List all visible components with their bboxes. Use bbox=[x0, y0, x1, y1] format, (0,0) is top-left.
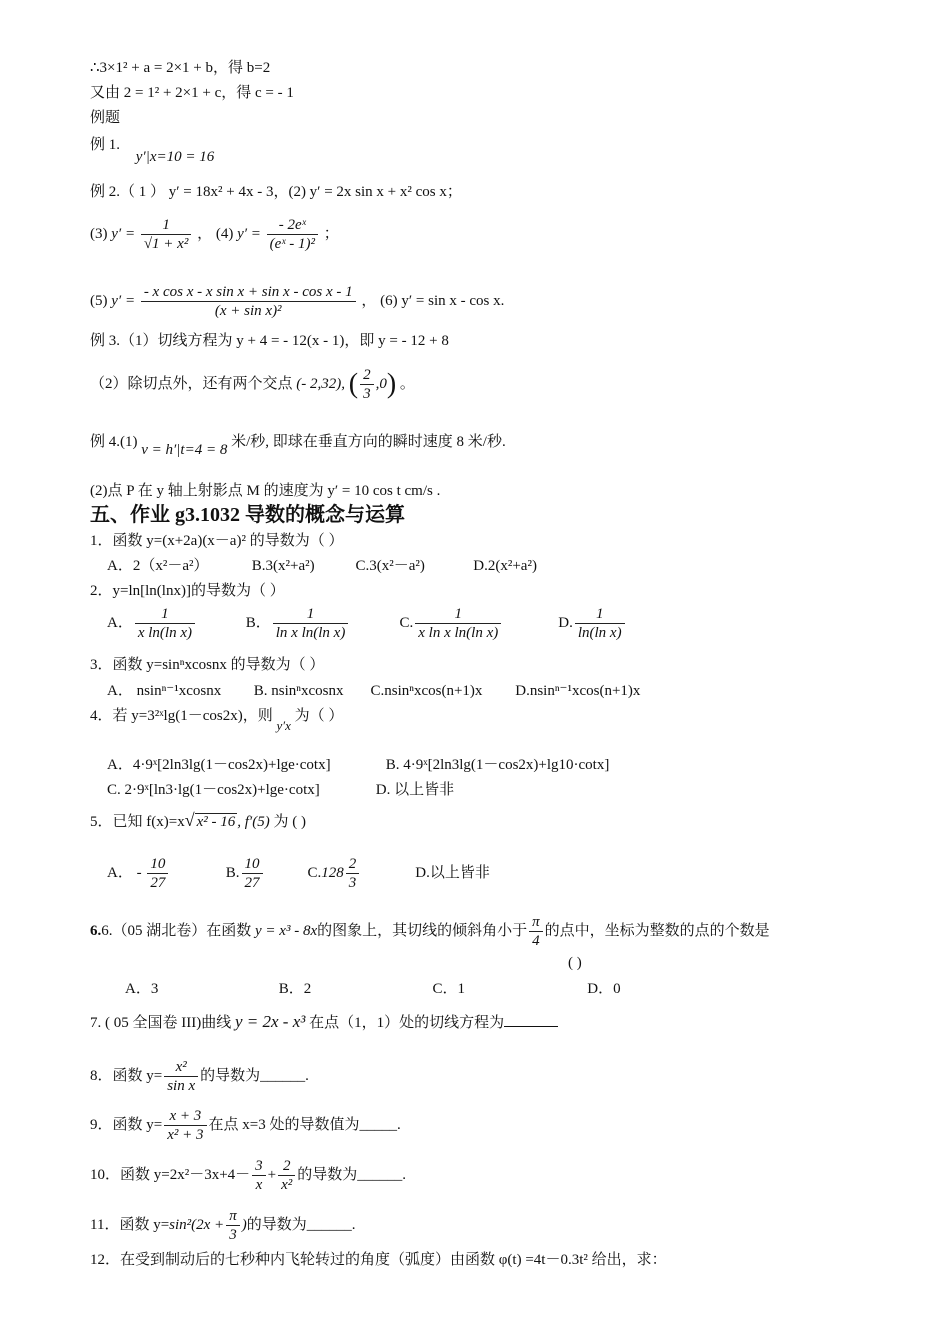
ex2-5-fraction: $\frac{\text{- x cos x - x sin x + sin x - cos x - 1}}{\text{(x + sin x)²}}$ bbox=[141, 283, 356, 320]
example-2-items-3-4 bbox=[90, 216, 339, 253]
ex2-4-tail: ； bbox=[323, 225, 339, 242]
example-2-items-5-6 bbox=[90, 283, 504, 320]
question-8: 8．函数 y= $\frac{\text{x²}}{\text{sin x}}$ 的导数为______. bbox=[90, 1059, 309, 1094]
ex3-2-fraction: $\frac{2}{3}$ bbox=[360, 366, 374, 403]
question-1: 1．函数 y=(x+2a)(x－a)² 的导数为（ ） bbox=[90, 533, 344, 549]
question-1-options bbox=[107, 556, 537, 576]
question-10: 10．函数 y=2x²－3x+4－ $\frac{3}{x}$ + $\frac{2}{\text{x²}}$ 的导数为______. bbox=[90, 1158, 407, 1193]
example-3-line-2: （2）除切点外，还有两个交点 (- 2,32), ( $\frac{2}{3}$ ,0) 。 bbox=[90, 367, 415, 402]
question-12: 12．在受到制动后的七秒种内飞轮转过的角度（弧度）由函数 φ(t) =4t－0.3t² 给出，求： bbox=[90, 1252, 667, 1268]
q4-option-a[interactable]: A．4·9ˣ[2ln3lg(1－cos2x)+lge·cotx] bbox=[107, 757, 331, 773]
q3-option-b[interactable]: B. nsinⁿxcosnx bbox=[253, 683, 344, 699]
ex2-5-lhs: y′ = bbox=[111, 292, 136, 309]
q6-option-b[interactable]: B．2 bbox=[278, 981, 312, 997]
q6-option-d[interactable]: D．0 bbox=[587, 981, 621, 997]
ex2-3-fraction: $\frac{1}{\text{√1 + x²}}$ bbox=[141, 216, 192, 253]
question-5-options bbox=[107, 855, 490, 892]
q6-option-a[interactable]: A．3 bbox=[125, 981, 159, 997]
q5-option-a[interactable]: A． - $\frac{10}{27}$ bbox=[107, 855, 222, 892]
q1-option-a[interactable]: A．2（x²－a²） bbox=[107, 558, 209, 574]
question-3: 3．函数 y=sinⁿxcosnx 的导数为（ ） bbox=[90, 657, 325, 673]
question-3-options bbox=[107, 681, 640, 701]
question-11: 11．函数 y=sin²(2x + $\frac{\pi}{3}$ )的导数为______. bbox=[90, 1208, 356, 1243]
question-4-options-row-1 bbox=[107, 755, 609, 775]
ex2-6: ， (6) y′ = sin x - cos x. bbox=[361, 292, 505, 309]
line-2: 又由 2 = 1² + 2×1 + c，得 c = - 1 bbox=[90, 85, 294, 101]
question-6: 6.6.（05 湖北卷）在函数 y = x³ - 8x的图象上，其切线的倾斜角小于 $\frac{\pi}{4}$ 的点中，坐标为整数的点的个数是 bbox=[90, 914, 770, 949]
q4-option-d[interactable]: D. 以上皆非 bbox=[375, 782, 455, 798]
q3-option-c[interactable]: C.nsinⁿxcos(n+1)x bbox=[370, 683, 483, 699]
section-title: 五、作业 g3.1032 导数的概念与运算 bbox=[90, 504, 405, 526]
ex3-2-end: 。 bbox=[399, 375, 415, 392]
q7-expr: y = 2x - x³ bbox=[234, 1012, 306, 1031]
example-1-label: 例 1. bbox=[90, 137, 121, 153]
q6-option-c[interactable]: C．1 bbox=[432, 981, 466, 997]
example-1 bbox=[90, 135, 215, 165]
ex3-2-pre: （2）除切点外，还有两个交点 bbox=[90, 375, 293, 392]
q2-option-d[interactable]: D. $\frac{1}{\text{ln(ln x)}}$ bbox=[558, 605, 626, 642]
ex3-2-point-1: (- 2,32), bbox=[296, 375, 346, 392]
question-4-options-row-2 bbox=[107, 780, 454, 800]
q6-expr: y = x³ - 8x bbox=[255, 922, 318, 939]
q5-sqrt: x² - 16 bbox=[196, 814, 236, 830]
example-2-line: 例 2.（ 1 ） y′ = 18x² + 4x - 3，(2) y′ = 2x sin x + x² cos x； bbox=[90, 184, 462, 200]
ex2-3-lhs: y′ = bbox=[111, 225, 136, 242]
question-2: 2．y=ln[ln(lnx)]的导数为（ ） bbox=[90, 583, 285, 599]
question-4: 4．若 y=3²ˣlg(1－cos2x)，则 y′x 为（ ） bbox=[90, 708, 344, 733]
example-1-expr: y′|x=10 = 16 bbox=[135, 149, 215, 165]
question-6-paren: ( ) bbox=[568, 955, 582, 971]
example-3-line-1: 例 3.（1）切线方程为 y + 4 = - 12(x - 1)，即 y = - 12 + 8 bbox=[90, 333, 449, 349]
q8-fraction: $\frac{\text{x²}}{\text{sin x}}$ bbox=[164, 1058, 198, 1095]
q3-option-d[interactable]: D.nsinⁿ⁻¹xcos(n+1)x bbox=[515, 683, 641, 699]
question-5: 5．已知 f(x)=x√ x² - 16 , f′(5) 为 ( ) bbox=[90, 810, 306, 830]
example-4-line-1 bbox=[90, 432, 506, 458]
question-9: 9．函数 y= $\frac{x + 3}{\text{x² + 3}}$ 在点 x=3 处的导数值为_____. bbox=[90, 1108, 401, 1143]
q2-option-a[interactable]: A． $\frac{1}{\text{x ln(ln x)}}$ bbox=[107, 605, 242, 642]
q9-fraction: $\frac{x + 3}{\text{x² + 3}}$ bbox=[164, 1107, 206, 1144]
q5-option-c[interactable]: C.128 $\frac{2}{3}$ bbox=[308, 855, 412, 892]
q7-answer-blank[interactable] bbox=[504, 1012, 558, 1027]
line-1: ∴3×1² + a = 2×1 + b，得 b=2 bbox=[90, 60, 271, 76]
q1-option-b[interactable]: B.3(x²+a²) bbox=[251, 558, 315, 574]
ex4-1-label: 例 4.(1) bbox=[90, 434, 138, 450]
ex2-4-label: ， (4) bbox=[197, 225, 234, 242]
ex2-4-fraction: $\frac{\text{- 2eˣ}}{\text{(eˣ - 1)²}}$ bbox=[267, 216, 318, 253]
ex4-1-expr: v = h′|t=4 = 8 bbox=[141, 442, 228, 458]
ex4-1-text: 米/秒, 即球在垂直方向的瞬时速度 8 米/秒. bbox=[231, 434, 506, 450]
ex2-5-label: (5) bbox=[90, 292, 108, 309]
ex2-4-lhs: y′ = bbox=[237, 225, 261, 242]
q2-option-c[interactable]: C. $\frac{1}{\text{x ln x ln(ln x)}}$ bbox=[400, 605, 555, 642]
question-7: 7. ( 05 全国卷 III)曲线 y = 2x - x³ 在点（1，1）处的切线方程为 bbox=[90, 1012, 558, 1033]
ex2-3-label: (3) bbox=[90, 225, 108, 242]
q1-option-c[interactable]: C.3(x²－a²) bbox=[355, 558, 425, 574]
question-2-options bbox=[107, 605, 627, 642]
q1-option-d[interactable]: D.2(x²+a²) bbox=[473, 558, 537, 574]
q2-option-b[interactable]: B． $\frac{1}{\text{ln x ln(ln x)}}$ bbox=[246, 605, 396, 642]
q4-option-c[interactable]: C. 2·9ˣ[ln3·lg(1－cos2x)+lge·cotx] bbox=[107, 782, 320, 798]
q4-symbol: y′x bbox=[276, 718, 291, 733]
question-6-options bbox=[125, 979, 621, 999]
q5-option-d[interactable]: D.以上皆非 bbox=[415, 864, 490, 881]
line-examples-heading: 例题 bbox=[90, 110, 121, 126]
example-4-line-2: (2)点 P 在 y 轴上射影点 M 的速度为 y′ = 10 cos t cm/s . bbox=[90, 483, 441, 499]
q3-option-a[interactable]: A． nsinⁿ⁻¹xcosnx bbox=[107, 683, 222, 699]
q4-option-b[interactable]: B. 4·9ˣ[2ln3lg(1－cos2x)+lg10·cotx] bbox=[385, 757, 610, 773]
q5-option-b[interactable]: B. $\frac{10}{27}$ bbox=[226, 855, 304, 892]
